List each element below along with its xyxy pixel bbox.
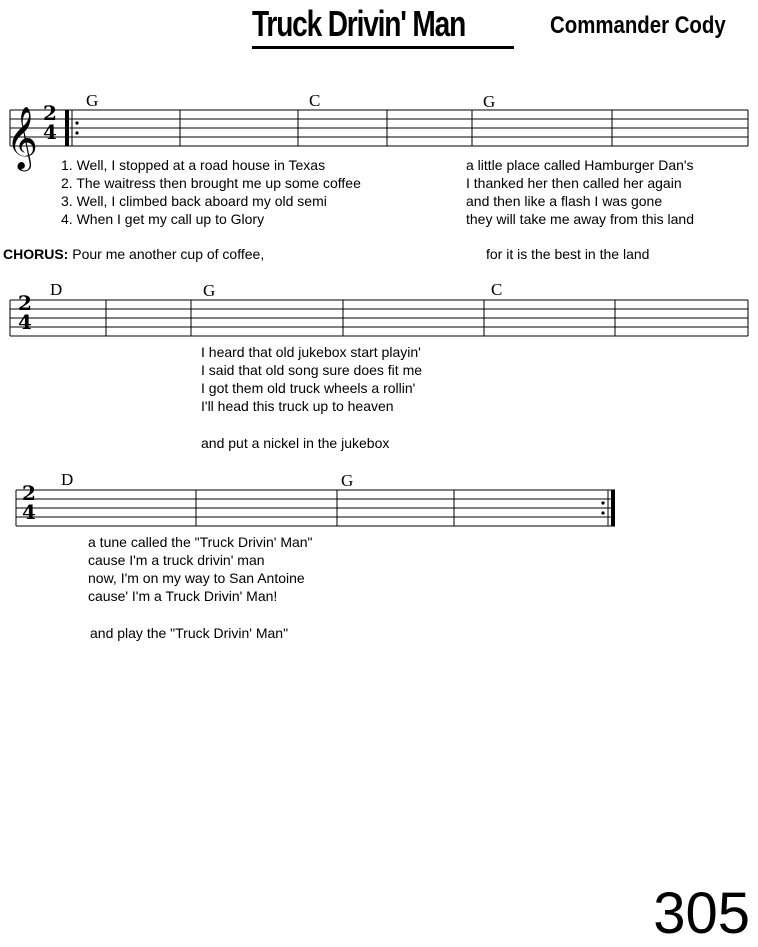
time-signature-1: 2 4 — [43, 101, 57, 144]
song-title: Truck Drivin' Man — [252, 3, 466, 44]
staff-2 — [10, 300, 748, 336]
staff-1 — [10, 110, 748, 146]
page-number: 305 — [653, 881, 750, 946]
chord-label: G — [203, 281, 216, 300]
chorus-label: CHORUS: — [3, 246, 69, 262]
chord-label: D — [50, 280, 63, 299]
time-signature-3: 2 4 — [22, 481, 36, 524]
chorus-line-staff-2: and put a nickel in the jukebox — [201, 435, 390, 451]
time-signature-2: 2 4 — [18, 291, 32, 334]
chord-label: G — [86, 91, 99, 110]
treble-clef-icon: 𝄞 — [6, 106, 38, 169]
verse-lyrics-staff-3: a tune called the "Truck Drivin' Man" cause I'm a truck drivin' man now, I'm on my way to San Antoine cause' I'm a Truck Drivin' Man! — [88, 534, 313, 604]
artist-name: Commander Cody — [550, 12, 726, 39]
verse-lyrics-staff-2: I heard that old jukebox start playin' I said that old song sure does fit me I got them old truck wheels a rollin' I'll head this truck up to heaven — [201, 344, 423, 414]
staff-3 — [16, 490, 615, 526]
chord-label: C — [309, 91, 321, 110]
chorus-line-right: for it is the best in the land — [486, 246, 650, 262]
verse-lyrics-right: a little place called Hamburger Dan's I thanked her then called her again and then like a flash I was gone they will take me away from this land — [466, 157, 694, 227]
chorus-line: CHORUS: Pour me another cup of coffee, — [3, 246, 265, 262]
chord-label: G — [341, 471, 354, 490]
verse-lyrics-left: 1. Well, I stopped at a road house in Texas 2. The waitress then brought me up some coffee 3. Well, I climbed back aboard my old semi 4. When I get my call up to Glory — [61, 157, 361, 227]
chord-label: D — [61, 470, 74, 489]
chord-label: G — [483, 92, 496, 111]
chorus-line-staff-3: and play the "Truck Drivin' Man" — [90, 625, 289, 641]
chord-label: C — [491, 280, 503, 299]
